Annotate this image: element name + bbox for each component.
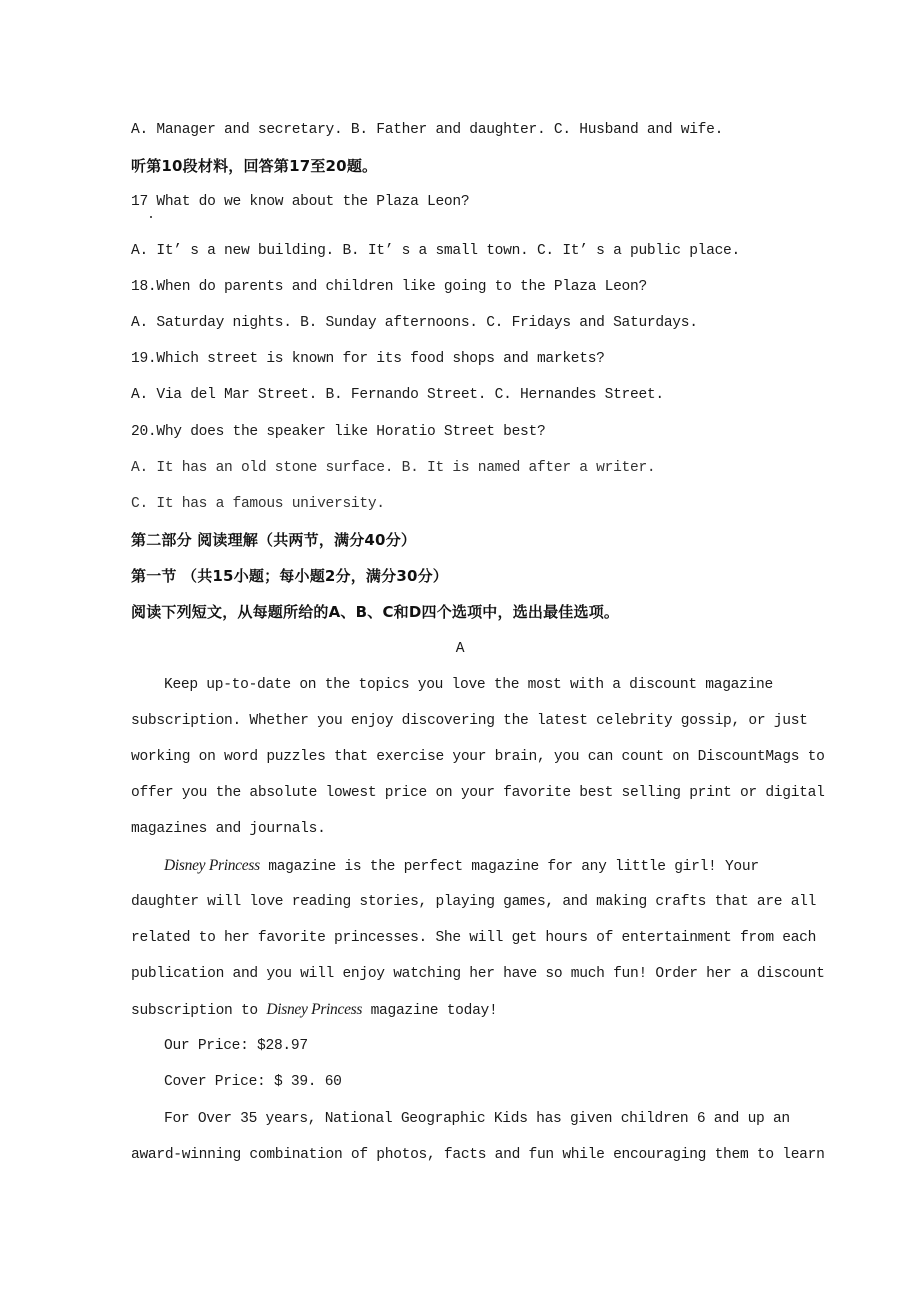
question-19-options: A. Via del Mar Street. B. Fernando Street. C. Hernandes Street. bbox=[131, 387, 664, 403]
reading-part-title: 第二部分 阅读理解（共两节，满分40分） bbox=[131, 531, 417, 549]
passage-p1-line4: offer you the absolute lowest price on your favorite best selling print or digital bbox=[131, 785, 825, 801]
passage-p2-line4: publication and you will enjoy watching her have so much fun! Order her a discount bbox=[131, 966, 825, 982]
passage-p1-line5: magazines and journals. bbox=[131, 821, 326, 837]
reading-instruction: 阅读下列短文，从每题所给的A、B、C和D四个选项中，选出最佳选项。 bbox=[131, 603, 620, 621]
question-16-options: A. Manager and secretary. B. Father and daughter. C. Husband and wife. bbox=[131, 122, 724, 138]
passage-p1-line1: Keep up-to-date on the topics you love the most with a discount magazine bbox=[164, 677, 773, 693]
question-19-stem: 19.Which street is known for its food shops and markets? bbox=[131, 351, 605, 367]
passage-p2-line5-pre: subscription to bbox=[131, 1003, 267, 1019]
passage-p2-line5 bbox=[131, 1001, 497, 1020]
question-18-options: A. Saturday nights. B. Sunday afternoons. C. Fridays and Saturdays. bbox=[131, 315, 698, 331]
reading-section-title: 第一节 （共15小题；每小题2分，满分30分） bbox=[131, 567, 449, 585]
passage-p2-line5-post: magazine today! bbox=[362, 1003, 498, 1019]
magazine-title-italic: Disney Princess bbox=[266, 1001, 363, 1018]
passage-p1-line2: subscription. Whether you enjoy discovering the latest celebrity gossip, or just bbox=[131, 713, 808, 729]
our-price: Our Price: $28.97 bbox=[164, 1038, 308, 1054]
question-17-options: A. It’ s a new building. B. It’ s a small town. C. It’ s a public place. bbox=[131, 243, 740, 259]
question-20-options-line2: C. It has a famous university. bbox=[131, 496, 385, 512]
passage-p2-line3: related to her favorite princesses. She will get hours of entertainment from each bbox=[131, 930, 817, 946]
passage-p2-line1-text: magazine is the perfect magazine for any little girl! Your bbox=[259, 859, 759, 875]
question-18-stem: 18.When do parents and children like going to the Plaza Leon? bbox=[131, 279, 647, 295]
section-10-instruction: 听第10段材料，回答第17至20题。 bbox=[131, 157, 378, 175]
passage-label: A bbox=[455, 641, 465, 657]
stray-dot-mark bbox=[150, 216, 152, 218]
cover-price: Cover Price: $ 39. 60 bbox=[164, 1074, 342, 1090]
question-20-options: A. It has an old stone surface. B. It is named after a writer. bbox=[131, 460, 656, 476]
passage-p2-line1 bbox=[164, 857, 759, 876]
passage-p2-line2: daughter will love reading stories, playing games, and making crafts that are all bbox=[131, 894, 817, 910]
magazine-title-italic: Disney Princess bbox=[164, 857, 260, 874]
passage-p3-line1: For Over 35 years, National Geographic Kids has given children 6 and up an bbox=[164, 1111, 790, 1127]
passage-p3-line2: award-winning combination of photos, facts and fun while encouraging them to learn bbox=[131, 1147, 825, 1163]
question-20-stem: 20.Why does the speaker like Horatio Street best? bbox=[131, 424, 546, 440]
question-17-stem: 17 What do we know about the Plaza Leon? bbox=[131, 194, 470, 210]
passage-p1-line3: working on word puzzles that exercise your brain, you can count on DiscountMags to bbox=[131, 749, 825, 765]
